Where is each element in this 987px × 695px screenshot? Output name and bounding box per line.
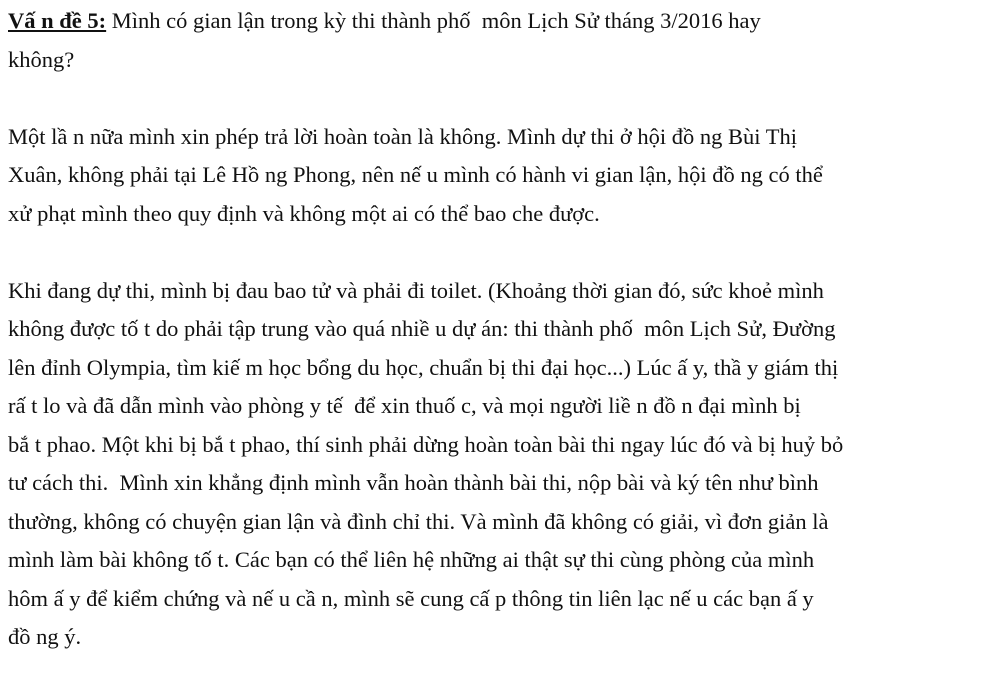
answer-paragraph-1 [8, 118, 978, 234]
text-line: thường, không có chuyện gian lận và đình chỉ thi. Và mình đã không có giải, vì đơn giản là [8, 508, 829, 534]
text-line: không được tố t do phải tập trung vào quá nhiề u dự án: thi thành phố môn Lịch Sử, Đường [8, 316, 836, 341]
question-line-1 [8, 2, 978, 41]
question-paragraph [8, 2, 978, 79]
text-line: hôm ấ y để kiểm chứng và nế u cầ n, mình sẽ cung cấ p thông tin liên lạc nế u các bạn ấ y [8, 585, 814, 611]
text-line: Xuân, không phải tại Lê Hồ ng Phong, nên nế u mình có hành vi gian lận, hội đồ ng có thể [8, 162, 823, 187]
question-label: Vấ n đề 5: [8, 8, 107, 33]
text-line: rấ t lo và đã dẫn mình vào phòng y tế để xin thuố c, và mọi người liề n đồ n đại mình bị [8, 393, 801, 418]
text-line: đồ ng ý. [8, 624, 82, 649]
text-line: tư cách thi. Mình xin khẳng định mình vẫn hoàn thành bài thi, nộp bài và ký tên như bình [8, 470, 819, 495]
text-line: Một lầ n nữa mình xin phép trả lời hoàn toàn là không. Mình dự thi ở hội đồ ng Bùi Thị [8, 123, 797, 149]
article-body [8, 2, 978, 695]
answer-paragraph-2 [8, 272, 978, 657]
text-line: xử phạt mình theo quy định và không một ai có thể bao che được. [8, 200, 600, 226]
question-text: Mình có gian lận trong kỳ thi thành phố môn Lịch Sử tháng 3/2016 hay [106, 8, 761, 33]
text-line: Khi đang dự thi, mình bị đau bao tử và phải đi toilet. (Khoảng thời gian đó, sức khoẻ mình [8, 277, 824, 303]
text-line: bắ t phao. Một khi bị bắ t phao, thí sinh phải dừng hoàn toàn bài thi ngay lúc đó và bị huỷ bỏ [8, 431, 844, 457]
text-line: lên đỉnh Olympia, tìm kiế m học bổng du học, chuẩn bị thi đại học...) Lúc ấ y, thầ y giám thị [8, 354, 839, 380]
text-line: mình làm bài không tố t. Các bạn có thể liên hệ những ai thật sự thi cùng phòng của mình [8, 547, 815, 572]
question-line-2: không? [8, 46, 75, 72]
